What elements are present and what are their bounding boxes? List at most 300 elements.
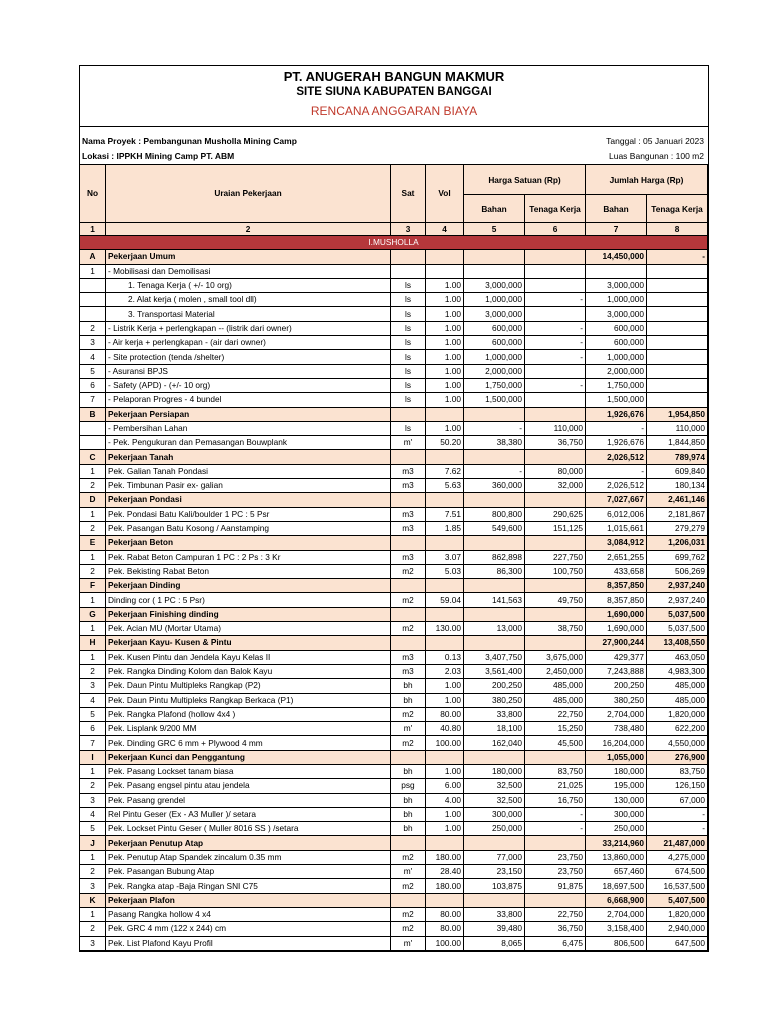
- section-vol: [426, 536, 464, 550]
- section-harga-tenaga: [525, 450, 586, 464]
- item-price-bahan: 250,000: [464, 822, 525, 836]
- item-unit: m3: [391, 521, 426, 535]
- item-volume: 59.04: [426, 593, 464, 607]
- item-unit: ls: [391, 278, 426, 292]
- item-volume: 80.00: [426, 922, 464, 936]
- item-row: [80, 264, 708, 278]
- item-volume: 1.00: [426, 321, 464, 335]
- item-total-tenaga: [647, 393, 708, 407]
- item-price-bahan: 103,875: [464, 879, 525, 893]
- item-number: 2: [80, 922, 106, 936]
- item-unit: bh: [391, 793, 426, 807]
- col-jumlah-bahan: Bahan: [586, 195, 647, 223]
- item-price-bahan: 39,480: [464, 922, 525, 936]
- item-price-bahan: 800,800: [464, 507, 525, 521]
- item-row: [80, 879, 708, 893]
- section-harga-tenaga: [525, 579, 586, 593]
- section-letter: E: [80, 536, 106, 550]
- item-volume: 1.00: [426, 364, 464, 378]
- section-total-tenaga: 21,487,000: [647, 836, 708, 850]
- section-sat: [391, 250, 426, 264]
- item-price-bahan: -: [464, 464, 525, 478]
- item-volume: 6.00: [426, 779, 464, 793]
- item-total-bahan: 200,250: [586, 679, 647, 693]
- item-price-bahan: 1,500,000: [464, 393, 525, 407]
- section-harga-tenaga: [525, 636, 586, 650]
- section-harga-bahan: [464, 636, 525, 650]
- item-price-bahan: 3,000,000: [464, 307, 525, 321]
- item-row: [80, 393, 708, 407]
- item-description: - Pelaporan Progres - 4 bundel: [106, 393, 391, 407]
- section-vol: [426, 607, 464, 621]
- item-total-bahan: 2,651,255: [586, 550, 647, 564]
- item-price-tenaga: 100,750: [525, 564, 586, 578]
- item-price-bahan: 600,000: [464, 321, 525, 335]
- item-volume: 28.40: [426, 865, 464, 879]
- item-description: Pasang Rangka hollow 4 x4: [106, 907, 391, 921]
- item-price-tenaga: 3,675,000: [525, 650, 586, 664]
- item-total-tenaga: [647, 321, 708, 335]
- item-description: Pek. Galian Tanah Pondasi: [106, 464, 391, 478]
- item-price-tenaga: 485,000: [525, 693, 586, 707]
- section-harga-bahan: [464, 836, 525, 850]
- item-price-bahan: 33,800: [464, 907, 525, 921]
- item-volume: 40.80: [426, 722, 464, 736]
- item-row: [80, 850, 708, 864]
- item-unit: ls: [391, 321, 426, 335]
- item-number: 1: [80, 764, 106, 778]
- item-price-bahan: 23,150: [464, 865, 525, 879]
- item-row: [80, 865, 708, 879]
- item-unit: m': [391, 865, 426, 879]
- item-unit: [391, 264, 426, 278]
- item-total-bahan: 1,926,676: [586, 436, 647, 450]
- section-title: Pekerjaan Penutup Atap: [106, 836, 391, 850]
- section-sat: [391, 579, 426, 593]
- item-volume: 3.07: [426, 550, 464, 564]
- item-price-bahan: 38,380: [464, 436, 525, 450]
- item-unit: ls: [391, 350, 426, 364]
- section-sat: [391, 607, 426, 621]
- item-description: Pek. Bekisting Rabat Beton: [106, 564, 391, 578]
- section-total-tenaga: 13,408,550: [647, 636, 708, 650]
- section-letter: C: [80, 450, 106, 464]
- item-total-bahan: 600,000: [586, 336, 647, 350]
- section-total-tenaga: 5,037,500: [647, 607, 708, 621]
- item-unit: bh: [391, 764, 426, 778]
- item-number: 3: [80, 336, 106, 350]
- section-sat: [391, 450, 426, 464]
- section-row: [80, 536, 708, 550]
- item-total-bahan: 1,690,000: [586, 622, 647, 636]
- item-number: 4: [80, 350, 106, 364]
- item-price-tenaga: 227,750: [525, 550, 586, 564]
- item-volume: 0.13: [426, 650, 464, 664]
- section-total-bahan: 7,027,667: [586, 493, 647, 507]
- section-harga-tenaga: [525, 536, 586, 550]
- col-sat: Sat: [391, 165, 426, 223]
- section-vol: [426, 407, 464, 421]
- rab-sheet: [79, 65, 709, 952]
- item-description: Pek. Pasangan Bubung Atap: [106, 865, 391, 879]
- section-harga-bahan: [464, 893, 525, 907]
- item-price-bahan: 2,000,000: [464, 364, 525, 378]
- item-row: [80, 521, 708, 535]
- item-total-bahan: 1,500,000: [586, 393, 647, 407]
- section-sat: [391, 636, 426, 650]
- item-description: Pek. Pasang engsel pintu atau jendela: [106, 779, 391, 793]
- item-description: Pek. List Plafond Kayu Profil: [106, 936, 391, 950]
- item-total-tenaga: 180,134: [647, 479, 708, 493]
- item-total-tenaga: 4,550,000: [647, 736, 708, 750]
- section-vol: [426, 836, 464, 850]
- item-unit: m2: [391, 907, 426, 921]
- item-volume: 1.00: [426, 350, 464, 364]
- item-total-bahan: 3,158,400: [586, 922, 647, 936]
- section-letter: I: [80, 750, 106, 764]
- section-total-tenaga: 2,937,240: [647, 579, 708, 593]
- item-row: [80, 764, 708, 778]
- section-title: Pekerjaan Kunci dan Penggantung: [106, 750, 391, 764]
- section-sat: [391, 536, 426, 550]
- item-unit: m3: [391, 464, 426, 478]
- item-unit: m3: [391, 650, 426, 664]
- item-price-tenaga: 36,750: [525, 922, 586, 936]
- item-total-bahan: -: [586, 421, 647, 435]
- item-number: 2: [80, 521, 106, 535]
- item-number: 1: [80, 650, 106, 664]
- item-price-tenaga: 15,250: [525, 722, 586, 736]
- section-letter: K: [80, 893, 106, 907]
- item-price-tenaga: 485,000: [525, 679, 586, 693]
- item-total-bahan: 250,000: [586, 822, 647, 836]
- section-letter: H: [80, 636, 106, 650]
- item-description: - Safety (APD) - (+/- 10 org): [106, 378, 391, 392]
- item-number: 2: [80, 479, 106, 493]
- col-uraian: Uraian Pekerjaan: [106, 165, 391, 223]
- item-price-tenaga: 49,750: [525, 593, 586, 607]
- item-volume: 100.00: [426, 936, 464, 950]
- item-number: 1: [80, 464, 106, 478]
- location-label: Lokasi :: [82, 151, 117, 161]
- item-price-bahan: -: [464, 421, 525, 435]
- item-unit: m3: [391, 507, 426, 521]
- section-title: Pekerjaan Umum: [106, 250, 391, 264]
- item-description: Pek. Rangka Plafond (hollow 4x4 ): [106, 707, 391, 721]
- item-total-bahan: 3,000,000: [586, 278, 647, 292]
- item-total-bahan: 2,704,000: [586, 707, 647, 721]
- section-harga-tenaga: [525, 493, 586, 507]
- section-harga-tenaga: [525, 407, 586, 421]
- item-description: Pek. Pasang Lockset tanam biasa: [106, 764, 391, 778]
- item-total-bahan: 7,243,888: [586, 664, 647, 678]
- project-name-line: [82, 136, 297, 146]
- item-total-bahan: 130,000: [586, 793, 647, 807]
- section-row: [80, 607, 708, 621]
- item-unit: m': [391, 436, 426, 450]
- item-price-bahan: 86,300: [464, 564, 525, 578]
- document-title: RENCANA ANGGARAN BIAYA: [310, 104, 478, 118]
- section-letter: F: [80, 579, 106, 593]
- item-row: [80, 564, 708, 578]
- section-row: [80, 750, 708, 764]
- item-total-tenaga: 1,820,000: [647, 907, 708, 921]
- item-volume: 100.00: [426, 736, 464, 750]
- item-row: [80, 293, 708, 307]
- item-price-tenaga: 6,475: [525, 936, 586, 950]
- item-total-bahan: 13,860,000: [586, 850, 647, 864]
- item-row: [80, 807, 708, 821]
- item-total-tenaga: 622,200: [647, 722, 708, 736]
- item-price-tenaga: 151,125: [525, 521, 586, 535]
- item-number: [80, 421, 106, 435]
- section-total-bahan: 1,926,676: [586, 407, 647, 421]
- item-price-bahan: 8,065: [464, 936, 525, 950]
- col-harga-bahan: Bahan: [464, 195, 525, 223]
- item-volume: 1.85: [426, 521, 464, 535]
- section-total-tenaga: 276,900: [647, 750, 708, 764]
- document-date: Tanggal : 05 Januari 2023: [606, 136, 704, 146]
- item-volume: 5.03: [426, 564, 464, 578]
- item-unit: m2: [391, 564, 426, 578]
- section-total-bahan: 27,900,244: [586, 636, 647, 650]
- item-volume: 50.20: [426, 436, 464, 450]
- item-row: [80, 307, 708, 321]
- item-unit: bh: [391, 679, 426, 693]
- col-index: 1: [80, 223, 106, 236]
- item-price-tenaga: -: [525, 822, 586, 836]
- item-price-tenaga: 2,450,000: [525, 664, 586, 678]
- item-description: - Listrik Kerja + perlengkapan -- (listrik dari owner): [106, 321, 391, 335]
- section-harga-bahan: [464, 450, 525, 464]
- item-row: [80, 693, 708, 707]
- section-harga-bahan: [464, 536, 525, 550]
- item-price-bahan: 1,000,000: [464, 293, 525, 307]
- item-total-tenaga: -: [647, 822, 708, 836]
- section-sat: [391, 407, 426, 421]
- item-unit: ls: [391, 293, 426, 307]
- item-number: 7: [80, 736, 106, 750]
- col-harga-satuan: Harga Satuan (Rp): [464, 165, 586, 195]
- item-number: 2: [80, 321, 106, 335]
- item-number: 1: [80, 550, 106, 564]
- item-volume: 1.00: [426, 822, 464, 836]
- item-total-tenaga: [647, 336, 708, 350]
- item-price-bahan: 549,600: [464, 521, 525, 535]
- item-description: Rel Pintu Geser (Ex - A3 Muller )/ setara: [106, 807, 391, 821]
- col-no: No: [80, 165, 106, 223]
- item-row: [80, 336, 708, 350]
- item-total-tenaga: [647, 264, 708, 278]
- item-price-bahan: 360,000: [464, 479, 525, 493]
- item-description: Pek. Timbunan Pasir ex- galian: [106, 479, 391, 493]
- item-unit: psg: [391, 779, 426, 793]
- item-price-tenaga: -: [525, 378, 586, 392]
- item-unit: ls: [391, 393, 426, 407]
- item-total-bahan: [586, 264, 647, 278]
- item-number: 3: [80, 936, 106, 950]
- item-total-tenaga: 699,762: [647, 550, 708, 564]
- item-total-bahan: 806,500: [586, 936, 647, 950]
- section-letter: A: [80, 250, 106, 264]
- section-total-tenaga: 2,461,146: [647, 493, 708, 507]
- item-number: 1: [80, 507, 106, 521]
- item-total-tenaga: [647, 278, 708, 292]
- item-price-tenaga: 22,750: [525, 707, 586, 721]
- item-total-bahan: 3,000,000: [586, 307, 647, 321]
- section-title: Pekerjaan Finishing dinding: [106, 607, 391, 621]
- item-volume: 180.00: [426, 850, 464, 864]
- section-total-bahan: 3,084,912: [586, 536, 647, 550]
- section-row: [80, 493, 708, 507]
- item-price-tenaga: 22,750: [525, 907, 586, 921]
- item-total-tenaga: 485,000: [647, 693, 708, 707]
- item-description: 3. Transportasi Material: [106, 307, 391, 321]
- item-description: Pek. Penutup Atap Spandek zincalum 0.35 mm: [106, 850, 391, 864]
- item-total-tenaga: 463,050: [647, 650, 708, 664]
- section-harga-tenaga: [525, 836, 586, 850]
- col-index: 5: [464, 223, 525, 236]
- item-row: [80, 421, 708, 435]
- item-unit: ls: [391, 364, 426, 378]
- item-price-tenaga: 38,750: [525, 622, 586, 636]
- item-price-tenaga: -: [525, 321, 586, 335]
- section-sat: [391, 893, 426, 907]
- item-unit: m3: [391, 664, 426, 678]
- item-price-bahan: 300,000: [464, 807, 525, 821]
- section-total-tenaga: 789,974: [647, 450, 708, 464]
- item-price-tenaga: [525, 307, 586, 321]
- item-description: Pek. Pasangan Batu Kosong / Aanstamping: [106, 521, 391, 535]
- item-description: Pek. GRC 4 mm (122 x 244) cm: [106, 922, 391, 936]
- item-row: [80, 707, 708, 721]
- col-index: 6: [525, 223, 586, 236]
- item-price-tenaga: [525, 364, 586, 378]
- section-total-bahan: 1,690,000: [586, 607, 647, 621]
- item-price-bahan: 33,800: [464, 707, 525, 721]
- item-price-bahan: 1,750,000: [464, 378, 525, 392]
- col-vol: Vol: [426, 165, 464, 223]
- item-unit: m2: [391, 593, 426, 607]
- item-row: [80, 464, 708, 478]
- item-price-tenaga: 23,750: [525, 850, 586, 864]
- item-row: [80, 278, 708, 292]
- item-description: 2. Alat kerja ( molen , small tool dll): [106, 293, 391, 307]
- item-unit: m2: [391, 879, 426, 893]
- item-row: [80, 679, 708, 693]
- item-total-tenaga: [647, 293, 708, 307]
- section-row: [80, 893, 708, 907]
- item-number: 1: [80, 593, 106, 607]
- item-unit: m2: [391, 622, 426, 636]
- item-price-bahan: 3,561,400: [464, 664, 525, 678]
- item-unit: bh: [391, 822, 426, 836]
- item-price-tenaga: -: [525, 336, 586, 350]
- item-total-bahan: 738,480: [586, 722, 647, 736]
- item-volume: 1.00: [426, 307, 464, 321]
- item-volume: 180.00: [426, 879, 464, 893]
- item-description: Pek. Kusen Pintu dan Jendela Kayu Kelas II: [106, 650, 391, 664]
- item-volume: 1.00: [426, 693, 464, 707]
- section-harga-tenaga: [525, 750, 586, 764]
- item-total-tenaga: [647, 364, 708, 378]
- section-vol: [426, 250, 464, 264]
- item-number: 1: [80, 907, 106, 921]
- item-total-tenaga: 279,279: [647, 521, 708, 535]
- item-row: [80, 507, 708, 521]
- item-price-tenaga: 80,000: [525, 464, 586, 478]
- item-price-bahan: 180,000: [464, 764, 525, 778]
- item-description: Pek. Daun Pintu Multipleks Rangkap Berkaca (P1): [106, 693, 391, 707]
- section-row: [80, 636, 708, 650]
- item-total-bahan: 380,250: [586, 693, 647, 707]
- item-total-bahan: 600,000: [586, 321, 647, 335]
- section-vol: [426, 636, 464, 650]
- section-total-tenaga: -: [647, 250, 708, 264]
- item-price-bahan: 380,250: [464, 693, 525, 707]
- section-sat: [391, 836, 426, 850]
- item-total-bahan: 1,000,000: [586, 350, 647, 364]
- item-row: [80, 793, 708, 807]
- item-number: 2: [80, 564, 106, 578]
- item-number: [80, 307, 106, 321]
- item-total-tenaga: [647, 378, 708, 392]
- item-row: [80, 350, 708, 364]
- item-volume: 2.03: [426, 664, 464, 678]
- item-total-tenaga: 2,181,867: [647, 507, 708, 521]
- col-jumlah-tenaga: Tenaga Kerja: [647, 195, 708, 223]
- section-total-bahan: 2,026,512: [586, 450, 647, 464]
- section-harga-bahan: [464, 607, 525, 621]
- item-price-tenaga: 83,750: [525, 764, 586, 778]
- item-price-bahan: 862,898: [464, 550, 525, 564]
- section-title: Pekerjaan Persiapan: [106, 407, 391, 421]
- section-total-bahan: 33,214,960: [586, 836, 647, 850]
- item-total-tenaga: -: [647, 807, 708, 821]
- item-price-bahan: 3,407,750: [464, 650, 525, 664]
- item-row: [80, 364, 708, 378]
- section-total-bahan: 6,668,900: [586, 893, 647, 907]
- item-price-bahan: 77,000: [464, 850, 525, 864]
- item-number: 5: [80, 822, 106, 836]
- item-volume: 1.00: [426, 393, 464, 407]
- item-unit: m2: [391, 707, 426, 721]
- col-index: 8: [647, 223, 708, 236]
- section-letter: D: [80, 493, 106, 507]
- item-description: Pek. Pasang grendel: [106, 793, 391, 807]
- section-total-bahan: 14,450,000: [586, 250, 647, 264]
- item-price-tenaga: 32,000: [525, 479, 586, 493]
- project-info: [80, 127, 708, 164]
- section-harga-tenaga: [525, 607, 586, 621]
- item-price-tenaga: 91,875: [525, 879, 586, 893]
- item-price-bahan: 600,000: [464, 336, 525, 350]
- item-number: 2: [80, 664, 106, 678]
- section-title: Pekerjaan Pondasi: [106, 493, 391, 507]
- item-total-tenaga: [647, 307, 708, 321]
- item-unit: m2: [391, 922, 426, 936]
- item-description: Dinding cor ( 1 PC : 5 Psr): [106, 593, 391, 607]
- site-name: SITE SIUNA KABUPATEN BANGGAI: [296, 86, 492, 98]
- item-total-bahan: 2,704,000: [586, 907, 647, 921]
- section-row: [80, 450, 708, 464]
- item-volume: 7.51: [426, 507, 464, 521]
- item-volume: 1.00: [426, 421, 464, 435]
- item-total-bahan: 180,000: [586, 764, 647, 778]
- item-price-tenaga: 110,000: [525, 421, 586, 435]
- item-description: Pek. Lisplank 9/200 MM: [106, 722, 391, 736]
- item-number: 1: [80, 850, 106, 864]
